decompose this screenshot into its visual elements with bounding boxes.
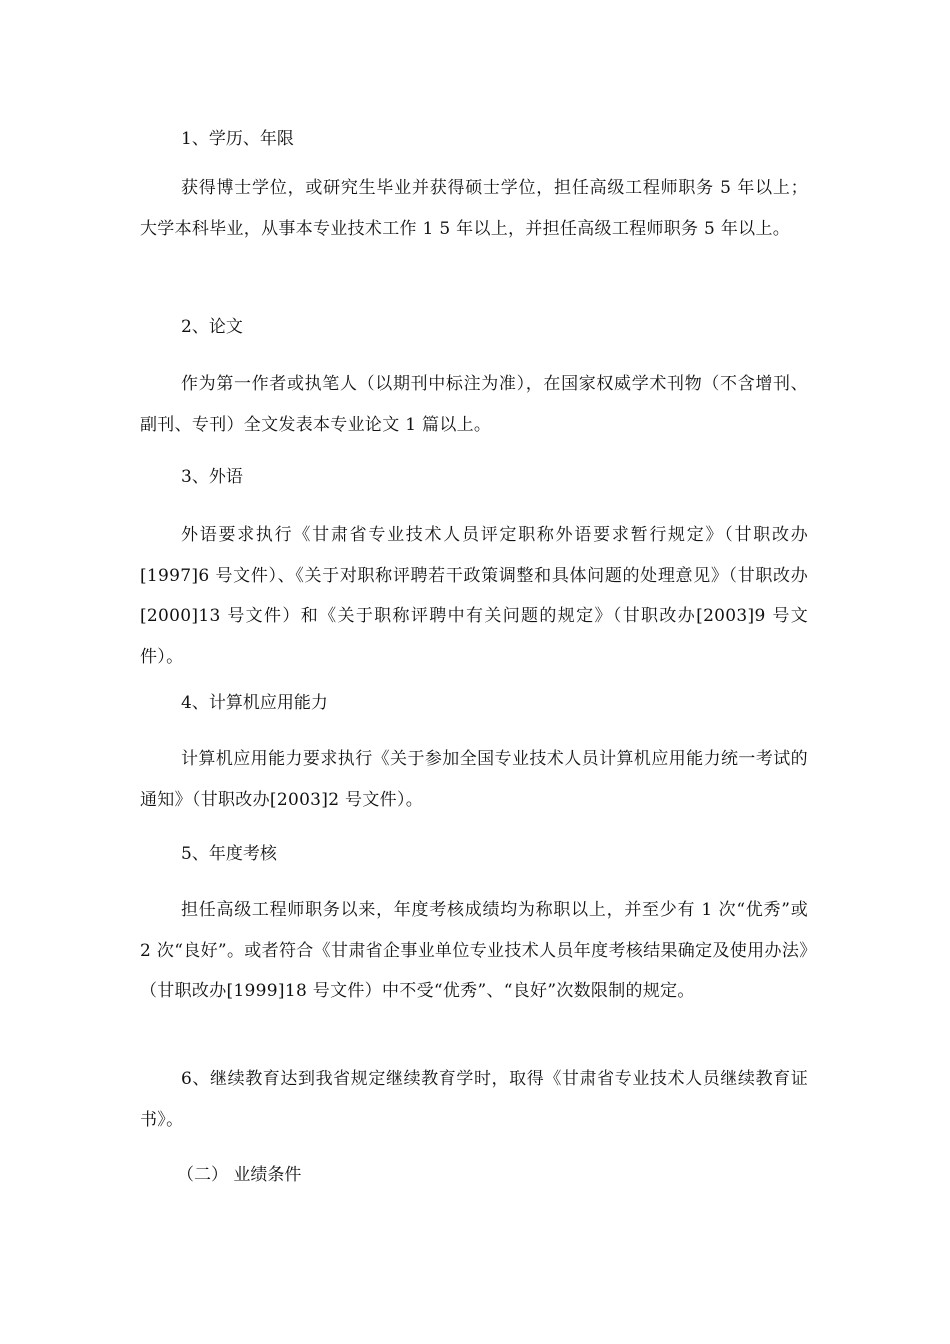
section-body-foreign-language: 外语要求执行《甘肃省专业技术人员评定职称外语要求暂行规定》（甘职改办[1997]6 号文件）、《关于对职称评聘若干政策调整和具体问题的处理意见》（甘职改办[2000]13 号文件）和《关于职称评聘中有关问题的规定》（甘职改办[2003]9 号文件）。 bbox=[140, 525, 808, 667]
section-body-computer: 计算机应用能力要求执行《关于参加全国专业技术人员计算机应用能力统一考试的通知》（甘职改办[2003]2 号文件）。 bbox=[140, 749, 808, 810]
item-continuing-education: 6、继续教育达到我省规定继续教育学时，取得《甘肃省专业技术人员继续教育证书》。 bbox=[140, 1069, 808, 1130]
section-heading-thesis: 2、论文 bbox=[181, 317, 243, 337]
section-heading-computer: 4、计算机应用能力 bbox=[181, 693, 328, 713]
section-heading-foreign-language: 3、外语 bbox=[181, 467, 243, 487]
section-body-annual-review: 担任高级工程师职务以来，年度考核成绩均为称职以上，并至少有 1 次“优秀”或 2 次“良好”。或者符合《甘肃省企事业单位专业技术人员年度考核结果确定及使用办法》（甘职改办[1999]18 号文件）中不受“优秀”、“良好”次数限制的规定。 bbox=[140, 900, 808, 1001]
section-heading-annual-review: 5、年度考核 bbox=[181, 844, 277, 864]
section-heading-education: 1、学历、年限 bbox=[181, 129, 294, 149]
section-body-thesis: 作为第一作者或执笔人（以期刊中标注为准），在国家权威学术刊物（不含增刊、副刊、专刊）全文发表本专业论文 1 篇以上。 bbox=[140, 374, 808, 435]
subsection-heading-performance: （二） 业绩条件 bbox=[177, 1165, 302, 1185]
section-body-education: 获得博士学位，或研究生毕业并获得硕士学位，担任高级工程师职务 5 年以上；大学本科毕业，从事本专业技术工作 1 5 年以上，并担任高级工程师职务 5 年以上。 bbox=[140, 178, 808, 239]
